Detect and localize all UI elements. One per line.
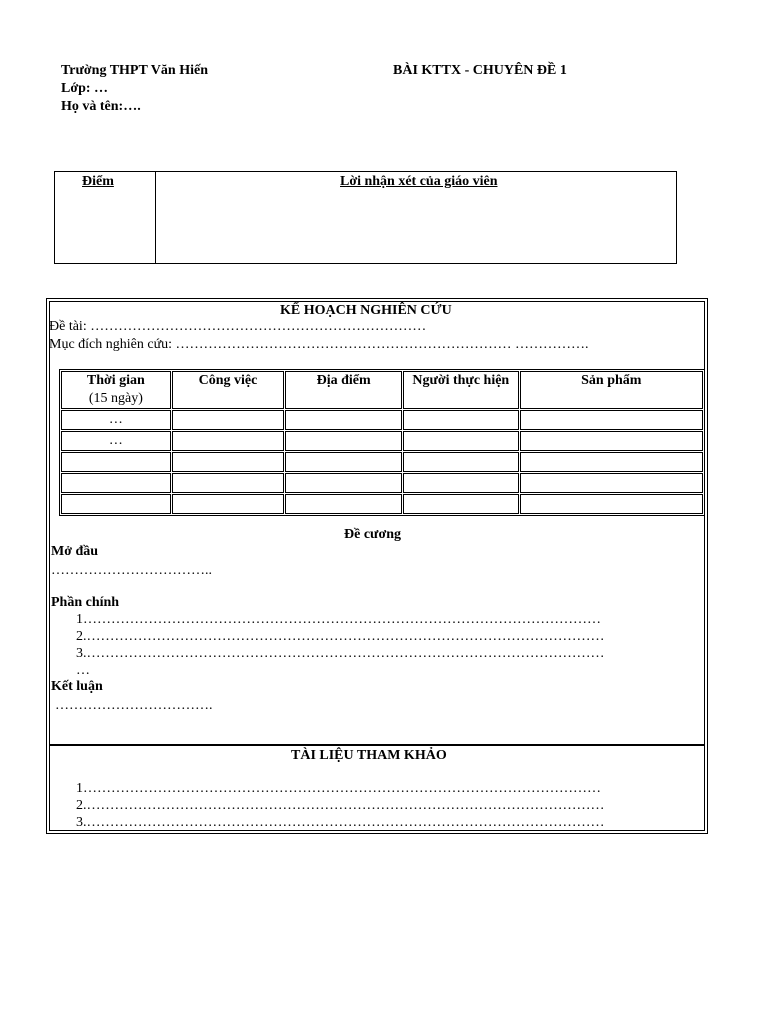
class-label: Lớp: … bbox=[61, 81, 109, 96]
body-more: … bbox=[76, 663, 90, 678]
table-cell[interactable] bbox=[172, 431, 285, 451]
score-comment-box bbox=[54, 171, 677, 264]
reference-item-1: 1………………………………………………………………………………………………… bbox=[76, 781, 601, 796]
table-cell[interactable] bbox=[520, 431, 703, 451]
table-cell[interactable] bbox=[285, 473, 402, 493]
purpose-line: Mục đích nghiên cứu: ……………………………………………………………… ……………. bbox=[49, 337, 589, 352]
schedule-table bbox=[59, 369, 705, 516]
table-cell[interactable] bbox=[61, 452, 171, 472]
table-cell[interactable] bbox=[520, 452, 703, 472]
col-product: Sản phẩm bbox=[520, 371, 703, 409]
teacher-comment-label: Lời nhận xét của giáo viên bbox=[340, 174, 498, 189]
references-title: TÀI LIỆU THAM KHẢO bbox=[291, 748, 447, 763]
table-row bbox=[61, 431, 703, 451]
score-label: Điểm bbox=[82, 174, 114, 189]
col-time bbox=[61, 371, 171, 409]
school-name: Trường THPT Văn Hiến bbox=[61, 63, 208, 78]
body-item-1: 1………………………………………………………………………………………………… bbox=[76, 612, 601, 627]
references-divider bbox=[50, 744, 704, 746]
reference-item-3: 3.………………………………………………………………………………………………… bbox=[76, 815, 605, 830]
student-name-label: Họ và tên:…. bbox=[61, 99, 141, 114]
score-box-divider bbox=[155, 172, 156, 263]
body-label: Phần chính bbox=[51, 595, 120, 610]
plan-title: KẾ HOẠCH NGHIÊN CỨU bbox=[280, 303, 452, 318]
col-person: Người thực hiện bbox=[403, 371, 519, 409]
table-cell[interactable] bbox=[172, 494, 285, 514]
table-cell[interactable] bbox=[403, 410, 519, 430]
table-cell[interactable] bbox=[172, 452, 285, 472]
table-cell[interactable] bbox=[285, 452, 402, 472]
table-cell[interactable]: … bbox=[61, 410, 171, 430]
intro-label: Mở đầu bbox=[51, 544, 99, 559]
table-row bbox=[61, 494, 703, 514]
intro-dots: …………………………….. bbox=[51, 563, 212, 578]
table-cell[interactable] bbox=[403, 494, 519, 514]
conclusion-label: Kết luận bbox=[51, 679, 103, 694]
table-cell[interactable] bbox=[285, 431, 402, 451]
table-cell[interactable] bbox=[520, 473, 703, 493]
table-cell[interactable] bbox=[403, 431, 519, 451]
outline-title: Đề cương bbox=[344, 527, 401, 542]
table-cell[interactable] bbox=[403, 452, 519, 472]
body-item-3: 3.………………………………………………………………………………………………… bbox=[76, 646, 605, 661]
table-cell[interactable] bbox=[285, 410, 402, 430]
table-cell[interactable] bbox=[285, 494, 402, 514]
table-cell[interactable] bbox=[520, 410, 703, 430]
col-location: Địa điểm bbox=[285, 371, 402, 409]
table-cell[interactable] bbox=[520, 494, 703, 514]
table-cell[interactable] bbox=[172, 473, 285, 493]
col-time-duration: (15 ngày) bbox=[88, 391, 143, 406]
schedule-header-row bbox=[61, 371, 703, 409]
reference-item-2: 2.………………………………………………………………………………………………… bbox=[76, 798, 605, 813]
table-cell[interactable] bbox=[61, 494, 171, 514]
table-row bbox=[61, 410, 703, 430]
topic-line: Đề tài: ……………………………………………………………… bbox=[49, 319, 427, 334]
table-cell[interactable]: … bbox=[61, 431, 171, 451]
col-task: Công việc bbox=[172, 371, 285, 409]
test-title: BÀI KTTX - CHUYÊN ĐỀ 1 bbox=[393, 63, 567, 78]
table-cell[interactable] bbox=[403, 473, 519, 493]
col-time-label: Thời gian bbox=[86, 373, 145, 388]
body-item-2: 2.………………………………………………………………………………………………… bbox=[76, 629, 605, 644]
conclusion-dots: ……………………………. bbox=[55, 698, 213, 713]
table-cell[interactable] bbox=[61, 473, 171, 493]
table-row bbox=[61, 473, 703, 493]
table-row bbox=[61, 452, 703, 472]
table-cell[interactable] bbox=[172, 410, 285, 430]
